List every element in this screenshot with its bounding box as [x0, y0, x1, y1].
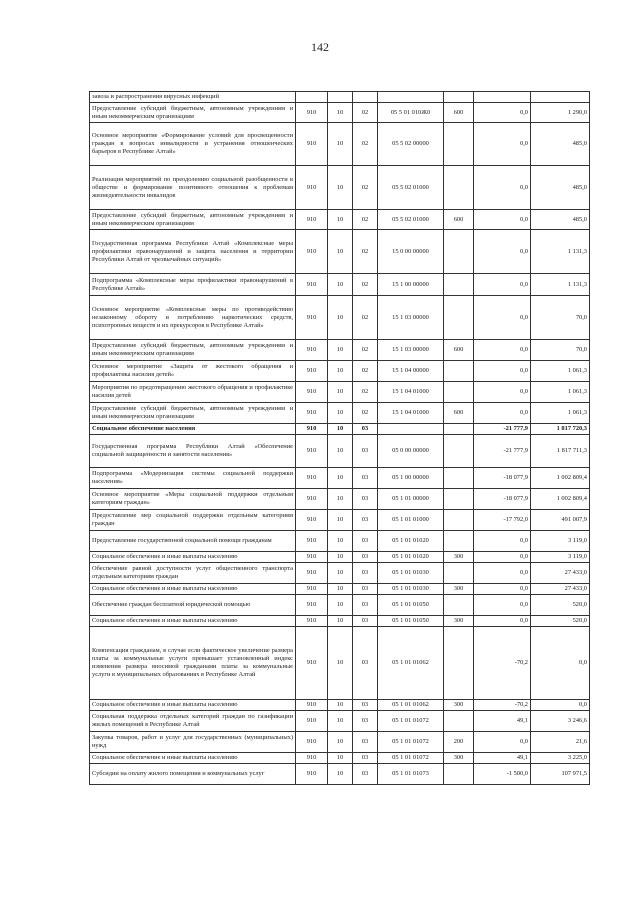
- change-amount: -70,2: [474, 627, 531, 700]
- target-article-code: 05 5 02 00000: [378, 123, 444, 166]
- section-code: 10: [328, 764, 353, 785]
- section-code: 10: [328, 595, 353, 616]
- subsection-code: 02: [353, 103, 378, 123]
- table-row: [90, 563, 590, 584]
- ministry-code: 910: [296, 210, 328, 230]
- total-amount: 1 061,3: [531, 382, 590, 403]
- target-article-code: 05 1 01 01020: [378, 552, 444, 563]
- target-article-code: 15 1 03 00000: [378, 340, 444, 361]
- ministry-code: [296, 92, 328, 103]
- total-amount: 1 131,3: [531, 274, 590, 296]
- total-amount: 3 119,0: [531, 531, 590, 552]
- total-amount: 1 002 809,4: [531, 468, 590, 489]
- target-article-code: 05 1 01 01073: [378, 764, 444, 785]
- subsection-code: 03: [353, 584, 378, 595]
- section-code: 10: [328, 123, 353, 166]
- expense-type-code: [444, 531, 474, 552]
- table-row: [90, 595, 590, 616]
- expense-type-code: [444, 92, 474, 103]
- section-code: 10: [328, 435, 353, 468]
- target-article-code: 05 1 01 01072: [378, 753, 444, 764]
- expense-name: Предоставление государственной социальной помощи гражданам: [90, 531, 296, 552]
- subsection-code: 03: [353, 531, 378, 552]
- ministry-code: 910: [296, 700, 328, 711]
- expense-name: Обеспечение равной доступности услуг общественного транспорта отдельным категориям граждан: [90, 563, 296, 584]
- target-article-code: 05 1 01 01072: [378, 732, 444, 753]
- change-amount: -18 077,9: [474, 468, 531, 489]
- section-code: 10: [328, 732, 353, 753]
- expense-name: Основное мероприятие «Формирование условий для просвещенности граждан в вопросах инвалидности и устранения отношенческих барьеров в Республике Алтай»: [90, 123, 296, 166]
- change-amount: -21 777,9: [474, 435, 531, 468]
- change-amount: 0,0: [474, 166, 531, 210]
- section-code: 10: [328, 296, 353, 340]
- expense-name: Предоставление субсидий бюджетным, автономным учреждениям и иным некоммерческим организациям: [90, 340, 296, 361]
- subsection-code: 02: [353, 166, 378, 210]
- subsection-code: 02: [353, 230, 378, 274]
- subsection-code: 02: [353, 296, 378, 340]
- expense-type-code: [444, 361, 474, 382]
- target-article-code: 05 1 00 00000: [378, 468, 444, 489]
- section-code: 10: [328, 210, 353, 230]
- section-code: 10: [328, 403, 353, 424]
- table-row: [90, 753, 590, 764]
- target-article-code: 05 1 01 01000: [378, 510, 444, 531]
- section-code: 10: [328, 489, 353, 510]
- ministry-code: 910: [296, 166, 328, 210]
- expense-type-code: [444, 595, 474, 616]
- ministry-code: 910: [296, 753, 328, 764]
- section-code: 10: [328, 700, 353, 711]
- ministry-code: 910: [296, 274, 328, 296]
- total-amount: 1 061,3: [531, 403, 590, 424]
- total-amount: 1 002 809,4: [531, 489, 590, 510]
- total-amount: 0,0: [531, 627, 590, 700]
- change-amount: 0,0: [474, 382, 531, 403]
- expense-name: Государственная программа Республики Алтай «Обеспечение социальной защищенности и занятости населения»: [90, 435, 296, 468]
- ministry-code: 910: [296, 563, 328, 584]
- expense-type-code: [444, 468, 474, 489]
- expense-name: Подпрограмма «Модернизация системы социальной поддержки населения»: [90, 468, 296, 489]
- total-amount: [531, 92, 590, 103]
- ministry-code: 910: [296, 424, 328, 435]
- table-row: [90, 103, 590, 123]
- ministry-code: 910: [296, 531, 328, 552]
- table-row: [90, 435, 590, 468]
- expense-type-code: 300: [444, 552, 474, 563]
- expense-name: Компенсация гражданам, в случае если фактическое увеличение размера платы за коммунальные услуги превышает установленный индекс изменения размера вносимой гражданами платы за коммунальные услуги в муниципальных образованиях в Республике Алтай: [90, 627, 296, 700]
- target-article-code: 05 1 01 01072: [378, 711, 444, 732]
- expense-name: Социальное обеспечение и иные выплаты населению: [90, 616, 296, 627]
- expense-type-code: [444, 274, 474, 296]
- section-code: 10: [328, 166, 353, 210]
- target-article-code: [378, 92, 444, 103]
- expense-name: Государственная программа Республики Алтай «Комплексные меры профилактики правонарушений и защита населения и территории Республики Алтай от чрезвычайных ситуаций»: [90, 230, 296, 274]
- table-row: [90, 123, 590, 166]
- ministry-code: 910: [296, 230, 328, 274]
- table-row: [90, 340, 590, 361]
- target-article-code: 05 1 01 01062: [378, 700, 444, 711]
- change-amount: -70,2: [474, 700, 531, 711]
- table-row: [90, 92, 590, 103]
- expense-name: Социальное обеспечение и иные выплаты населению: [90, 700, 296, 711]
- total-amount: 70,0: [531, 296, 590, 340]
- expense-type-code: 300: [444, 584, 474, 595]
- total-amount: 485,0: [531, 123, 590, 166]
- ministry-code: 910: [296, 382, 328, 403]
- subsection-code: [353, 92, 378, 103]
- expense-name: Субсидии на оплату жилого помещения и коммунальных услуг: [90, 764, 296, 785]
- change-amount: 0,0: [474, 230, 531, 274]
- table-row: [90, 711, 590, 732]
- expense-type-code: [444, 510, 474, 531]
- table-row: [90, 468, 590, 489]
- table-row: [90, 552, 590, 563]
- expense-name: Предоставление мер социальной поддержки отдельным категориям граждан: [90, 510, 296, 531]
- section-code: 10: [328, 584, 353, 595]
- change-amount: 0,0: [474, 552, 531, 563]
- table-row: [90, 210, 590, 230]
- table-row: [90, 166, 590, 210]
- change-amount: 0,0: [474, 210, 531, 230]
- section-code: 10: [328, 103, 353, 123]
- section-code: 10: [328, 382, 353, 403]
- ministry-code: 910: [296, 552, 328, 563]
- expense-name: Основное мероприятие «Комплексные меры по противодействию незаконному обороту и потреблению наркотических средств, психотропных веществ и их прекурсоров в Республике Алтай»: [90, 296, 296, 340]
- table-row: [90, 616, 590, 627]
- expense-name: Закупка товаров, работ и услуг для государственных (муниципальных) нужд: [90, 732, 296, 753]
- expense-name: Основное мероприятие «Меры социальной поддержки отдельным категориям граждан»: [90, 489, 296, 510]
- section-code: 10: [328, 361, 353, 382]
- section-code: 10: [328, 510, 353, 531]
- subsection-code: 03: [353, 711, 378, 732]
- target-article-code: 05 1 01 01030: [378, 584, 444, 595]
- ministry-code: 910: [296, 732, 328, 753]
- expense-type-code: [444, 435, 474, 468]
- expense-type-code: 300: [444, 700, 474, 711]
- change-amount: 0,0: [474, 274, 531, 296]
- subsection-code: 03: [353, 595, 378, 616]
- target-article-code: 05 1 01 01050: [378, 595, 444, 616]
- subsection-code: 03: [353, 732, 378, 753]
- ministry-code: 910: [296, 403, 328, 424]
- expense-name: Предоставление субсидий бюджетным, автономным учреждениям и иным некоммерческим организациям: [90, 103, 296, 123]
- ministry-code: 910: [296, 489, 328, 510]
- section-code: 10: [328, 468, 353, 489]
- subsection-code: 02: [353, 361, 378, 382]
- table-row: [90, 489, 590, 510]
- total-amount: 27 433,0: [531, 563, 590, 584]
- total-amount: 107 971,5: [531, 764, 590, 785]
- change-amount: 0,0: [474, 123, 531, 166]
- target-article-code: [378, 424, 444, 435]
- expense-name: Обеспечение граждан бесплатной юридической помощью: [90, 595, 296, 616]
- expense-name: Основное мероприятие «Защита от жестокого обращения и профилактика насилия детей»: [90, 361, 296, 382]
- change-amount: -1 500,0: [474, 764, 531, 785]
- expense-type-code: [444, 489, 474, 510]
- expense-type-code: 300: [444, 616, 474, 627]
- table-row: [90, 361, 590, 382]
- expense-name: Социальное обеспечение и иные выплаты населению: [90, 584, 296, 595]
- page-number: 142: [311, 40, 329, 54]
- expense-type-code: [444, 166, 474, 210]
- change-amount: 0,0: [474, 361, 531, 382]
- expense-type-code: [444, 296, 474, 340]
- target-article-code: 05 5 02 01000: [378, 166, 444, 210]
- ministry-code: 910: [296, 103, 328, 123]
- change-amount: 0,0: [474, 584, 531, 595]
- section-code: 10: [328, 552, 353, 563]
- expense-type-code: 600: [444, 103, 474, 123]
- target-article-code: 05 5 02 01000: [378, 210, 444, 230]
- ministry-code: 910: [296, 340, 328, 361]
- table-row: [90, 732, 590, 753]
- section-code: 10: [328, 340, 353, 361]
- subsection-code: 02: [353, 340, 378, 361]
- table-row: [90, 510, 590, 531]
- subsection-code: 03: [353, 489, 378, 510]
- subsection-code: 03: [353, 435, 378, 468]
- table-row: [90, 764, 590, 785]
- target-article-code: 05 1 01 01050: [378, 616, 444, 627]
- table-row: [90, 424, 590, 435]
- expense-name: Социальное обеспечение и иные выплаты населению: [90, 552, 296, 563]
- subsection-code: 02: [353, 382, 378, 403]
- change-amount: -17 792,0: [474, 510, 531, 531]
- change-amount: 0,0: [474, 563, 531, 584]
- expense-name: Предоставление субсидий бюджетным, автономным учреждениям и иным некоммерческим организациям: [90, 210, 296, 230]
- total-amount: 485,0: [531, 166, 590, 210]
- change-amount: [474, 92, 531, 103]
- subsection-code: 03: [353, 424, 378, 435]
- subsection-code: 02: [353, 123, 378, 166]
- subsection-code: 03: [353, 753, 378, 764]
- table-row: [90, 296, 590, 340]
- subsection-code: 03: [353, 563, 378, 584]
- subsection-code: 03: [353, 616, 378, 627]
- change-amount: 0,0: [474, 616, 531, 627]
- total-amount: 3 225,0: [531, 753, 590, 764]
- change-amount: 49,1: [474, 711, 531, 732]
- ministry-code: 910: [296, 584, 328, 595]
- total-amount: 485,0: [531, 210, 590, 230]
- total-amount: 1 817 720,3: [531, 424, 590, 435]
- change-amount: 0,0: [474, 340, 531, 361]
- subsection-code: 03: [353, 510, 378, 531]
- target-article-code: 15 1 04 01000: [378, 403, 444, 424]
- expense-name: Реализация мероприятий по преодолению социальной разобщенности в обществе и формирование позитивного отношения к проблемам жизнедеятельности инвалидов: [90, 166, 296, 210]
- table-row: [90, 627, 590, 700]
- expense-type-code: [444, 382, 474, 403]
- expense-name: завоза и распространения вирусных инфекций: [90, 92, 296, 103]
- target-article-code: 05 1 01 01062: [378, 627, 444, 700]
- expense-name: Мероприятия по предотвращению жестокого обращения и профилактике насилия детей: [90, 382, 296, 403]
- expense-type-code: [444, 424, 474, 435]
- section-code: 10: [328, 274, 353, 296]
- change-amount: 0,0: [474, 296, 531, 340]
- ministry-code: 910: [296, 711, 328, 732]
- table-row: [90, 584, 590, 595]
- total-amount: 3 246,6: [531, 711, 590, 732]
- table-row: [90, 382, 590, 403]
- expense-name: Подпрограмма «Комплексные меры профилактики правонарушений в Республике Алтай»: [90, 274, 296, 296]
- target-article-code: 15 1 03 00000: [378, 296, 444, 340]
- section-code: 10: [328, 424, 353, 435]
- ministry-code: 910: [296, 296, 328, 340]
- expense-type-code: [444, 123, 474, 166]
- table-row: [90, 531, 590, 552]
- target-article-code: 15 1 04 00000: [378, 361, 444, 382]
- change-amount: 49,1: [474, 753, 531, 764]
- section-code: 10: [328, 711, 353, 732]
- expense-name: Предоставление субсидий бюджетным, автономным учреждениям и иным некоммерческим организациям: [90, 403, 296, 424]
- table-row: [90, 403, 590, 424]
- target-article-code: 05 1 01 00000: [378, 489, 444, 510]
- subsection-code: 02: [353, 210, 378, 230]
- ministry-code: 910: [296, 616, 328, 627]
- total-amount: 1 061,3: [531, 361, 590, 382]
- expense-type-code: 200: [444, 732, 474, 753]
- total-amount: 1 290,0: [531, 103, 590, 123]
- target-article-code: 05 5 01 010Ж0: [378, 103, 444, 123]
- change-amount: -18 077,9: [474, 489, 531, 510]
- target-article-code: 15 1 00 00000: [378, 274, 444, 296]
- ministry-code: 910: [296, 435, 328, 468]
- table-row: [90, 230, 590, 274]
- expense-type-code: [444, 764, 474, 785]
- expense-name: Социальная поддержка отдельных категорий граждан по газификации жилых помещений в Республике Алтай: [90, 711, 296, 732]
- target-article-code: 05 0 00 00000: [378, 435, 444, 468]
- total-amount: 491 007,9: [531, 510, 590, 531]
- change-amount: 0,0: [474, 403, 531, 424]
- total-amount: 520,0: [531, 595, 590, 616]
- ministry-code: 910: [296, 123, 328, 166]
- ministry-code: 910: [296, 764, 328, 785]
- ministry-code: 910: [296, 627, 328, 700]
- subsection-code: 03: [353, 468, 378, 489]
- target-article-code: 15 0 00 00000: [378, 230, 444, 274]
- expense-type-code: [444, 563, 474, 584]
- target-article-code: 05 1 01 01030: [378, 563, 444, 584]
- ministry-code: 910: [296, 361, 328, 382]
- total-amount: 520,0: [531, 616, 590, 627]
- ministry-code: 910: [296, 468, 328, 489]
- ministry-code: 910: [296, 510, 328, 531]
- section-code: 10: [328, 563, 353, 584]
- expense-type-code: [444, 627, 474, 700]
- target-article-code: 15 1 04 01000: [378, 382, 444, 403]
- expense-type-code: [444, 711, 474, 732]
- subsection-code: 02: [353, 403, 378, 424]
- total-amount: 1 131,3: [531, 230, 590, 274]
- section-code: 10: [328, 230, 353, 274]
- total-amount: 1 817 711,3: [531, 435, 590, 468]
- expense-name: Социальное обеспечение населения: [90, 424, 296, 435]
- expense-type-code: 300: [444, 753, 474, 764]
- change-amount: 0,0: [474, 531, 531, 552]
- ministry-code: 910: [296, 595, 328, 616]
- table-row: [90, 700, 590, 711]
- budget-table: [89, 91, 590, 785]
- section-code: 10: [328, 616, 353, 627]
- total-amount: 0,0: [531, 700, 590, 711]
- subsection-code: 03: [353, 700, 378, 711]
- subsection-code: 03: [353, 627, 378, 700]
- target-article-code: 05 1 01 01020: [378, 531, 444, 552]
- change-amount: -21 777,9: [474, 424, 531, 435]
- expense-type-code: 600: [444, 403, 474, 424]
- expense-type-code: 600: [444, 340, 474, 361]
- subsection-code: 03: [353, 552, 378, 563]
- subsection-code: 02: [353, 274, 378, 296]
- section-code: 10: [328, 627, 353, 700]
- expense-type-code: [444, 230, 474, 274]
- change-amount: 0,0: [474, 595, 531, 616]
- change-amount: 0,0: [474, 103, 531, 123]
- section-code: 10: [328, 753, 353, 764]
- expense-name: Социальное обеспечение и иные выплаты населению: [90, 753, 296, 764]
- subsection-code: 03: [353, 764, 378, 785]
- table-row: [90, 274, 590, 296]
- total-amount: 21,6: [531, 732, 590, 753]
- section-code: 10: [328, 531, 353, 552]
- section-code: [328, 92, 353, 103]
- change-amount: 0,0: [474, 732, 531, 753]
- total-amount: 3 119,0: [531, 552, 590, 563]
- total-amount: 27 433,0: [531, 584, 590, 595]
- expense-type-code: 600: [444, 210, 474, 230]
- total-amount: 70,0: [531, 340, 590, 361]
